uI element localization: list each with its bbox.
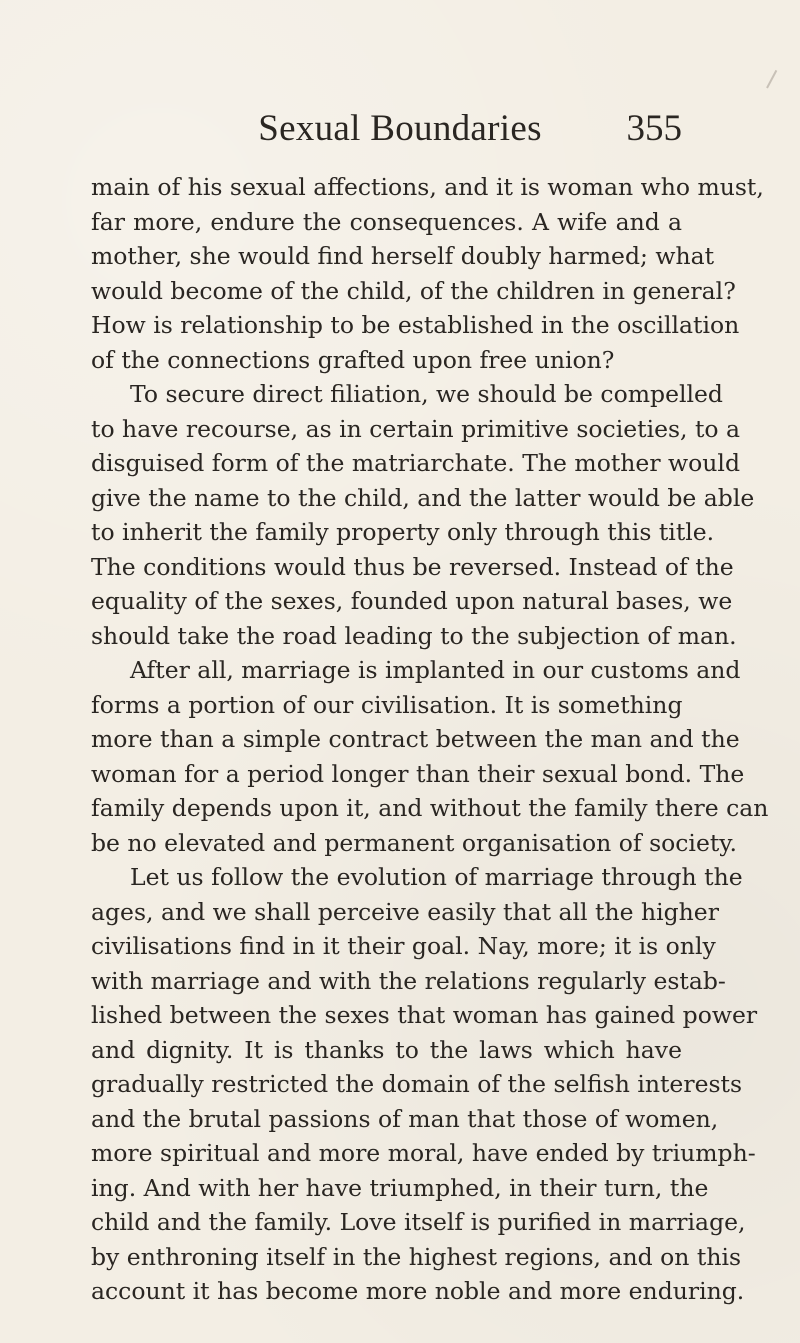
text-line: of the connections grafted upon free union? [91, 345, 615, 374]
text-line: more than a simple contract between the man and the [91, 725, 740, 753]
text-line: to have recourse, as in certain primitive societies, to a [91, 414, 741, 443]
text-line: main of his sexual affections, and it is woman who must, [91, 173, 764, 201]
text-line: child and the family. Love itself is purified in marriage, [91, 1208, 746, 1236]
text-line: be no elevated and permanent organisation of society. [91, 828, 737, 857]
text-line: equality of the sexes, founded upon natural bases, we [91, 587, 733, 615]
text-line: lished between the sexes that woman has gained power [91, 1001, 758, 1029]
text-line: and the brutal passions of man that those of women, [91, 1104, 719, 1133]
text-line: forms a portion of our civilisation. It is something [91, 690, 683, 719]
text-line: gradually restricted the domain of the selfish interests [91, 1070, 743, 1098]
text-line: woman for a period longer than their sexual bond. The [91, 759, 745, 788]
page-margin-mark [766, 70, 788, 94]
text-line: The conditions would thus be reversed. Instead of the [91, 552, 734, 581]
text-line: family depends upon it, and without the family there can [91, 794, 769, 822]
text-line: more spiritual and more moral, have ended by triumph- [91, 1139, 756, 1167]
text-line: give the name to the child, and the latter would be able [91, 483, 755, 512]
page-number: 355 [626, 108, 682, 149]
text-line: and dignity. It is thanks to the laws which have [91, 1035, 682, 1064]
text-line: ing. And with her have triumphed, in their turn, the [91, 1173, 709, 1202]
page-header [0, 108, 800, 158]
text-line: After all, marriage is implanted in our customs and [130, 656, 741, 684]
text-line: Let us follow the evolution of marriage through the [130, 863, 743, 891]
text-line: account it has become more noble and more enduring. [91, 1277, 745, 1305]
text-line: by enthroning itself in the highest regions, and on this [91, 1242, 742, 1271]
text-line: ages, and we shall perceive easily that all the higher [91, 897, 719, 926]
running-title: Sexual Boundaries [258, 108, 542, 149]
text-line: disguised form of the matriarchate. The mother would [91, 449, 740, 477]
text-line: should take the road leading to the subjection of man. [91, 621, 737, 650]
text-line: How is relationship to be established in the oscillation [91, 311, 740, 339]
text-line: far more, endure the consequences. A wife and a [91, 207, 682, 236]
text-line: to inherit the family property only through this title. [91, 518, 715, 546]
body-text [91, 170, 769, 1309]
text-line: mother, she would find herself doubly harmed; what [91, 242, 715, 270]
text-line: with marriage and with the relations regularly estab- [91, 966, 726, 995]
text-line: To secure direct filiation, we should be compelled [130, 380, 723, 408]
text-line: would become of the child, of the children in general? [91, 276, 736, 305]
text-line: civilisations find in it their goal. Nay, more; it is only [91, 932, 716, 960]
